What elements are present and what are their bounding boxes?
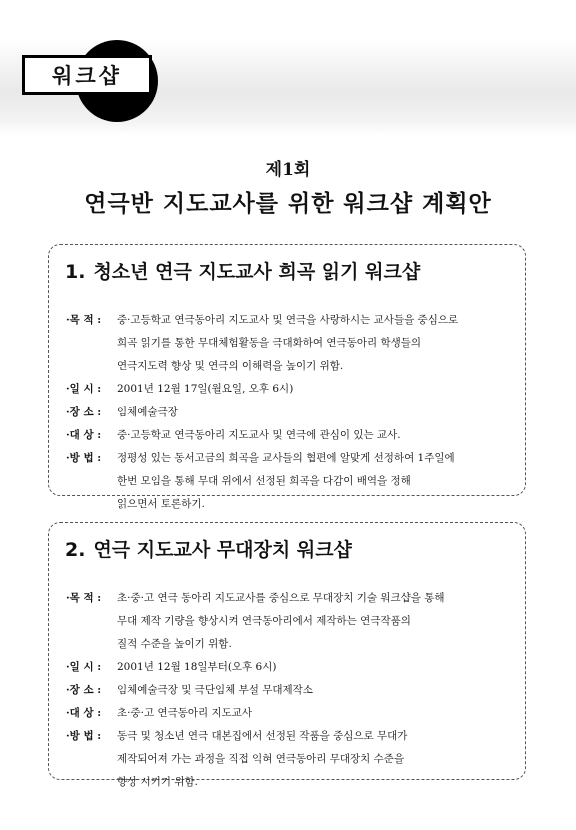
item-text: 연극지도력 향상 및 연극의 이해력을 높이기 위함.	[117, 360, 344, 372]
item-place	[66, 401, 521, 424]
item-label: ·목 적 :	[66, 592, 102, 604]
header-tag: 워크샵	[52, 64, 122, 88]
section-heading	[65, 535, 352, 562]
item-text: 중·고등학교 연극동아리 지도교사 및 연극을 사랑하시는 교사들을 중심으로	[117, 314, 459, 326]
item-label: ·일 시 :	[66, 661, 102, 673]
item-label: ·장 소 :	[66, 684, 102, 696]
item-label: ·목 적 :	[66, 314, 102, 326]
item-text: 무대 제작 기량을 향상시켜 연극동아리에서 제작하는 연극작품의	[117, 615, 411, 627]
item-text: 2001년 12월 17일(월요일, 오후 6시)	[117, 383, 294, 395]
item-date	[66, 656, 521, 679]
item-label: ·대 상 :	[66, 707, 102, 719]
item-label: ·방 법 :	[66, 730, 102, 742]
item-label: ·일 시 :	[66, 383, 102, 395]
header-tag-box	[22, 55, 152, 95]
item-place	[66, 679, 521, 702]
item-label: ·장 소 :	[66, 406, 102, 418]
item-text: 읽으면서 토론하기.	[117, 498, 205, 510]
item-purpose	[66, 309, 521, 378]
section-number: 1.	[65, 261, 86, 283]
item-text: 초·중·고 연극 동아리 지도교사를 중심으로 무대장치 기술 워크샵을 통해	[117, 592, 445, 604]
item-text: 임체예술극장	[117, 406, 178, 418]
item-text: 동극 및 청소년 연극 대본집에서 선정된 작품을 중심으로 무대가	[117, 730, 408, 742]
section-number: 2.	[65, 539, 86, 561]
item-date	[66, 378, 521, 401]
item-method	[66, 725, 521, 794]
item-text: 제작되어져 가는 과정을 직접 익혀 연극동아리 무대장치 수준을	[117, 753, 405, 765]
item-label: ·대 상 :	[66, 429, 102, 441]
item-text: 향상 시키기 위함.	[117, 776, 199, 788]
item-text: 임체예술극장 및 극단임체 부설 무대제작소	[117, 684, 313, 696]
item-text: 중·고등학교 연극동아리 지도교사 및 연극에 관심이 있는 교사.	[117, 429, 401, 441]
item-target	[66, 702, 521, 725]
page-subtitle: 제1회	[265, 160, 311, 180]
item-text: 한번 모임을 통해 무대 위에서 선정된 희곡을 다감이 배역을 정해	[117, 475, 411, 487]
item-method	[66, 447, 521, 516]
item-text: 질적 수준을 높이기 위함.	[117, 638, 232, 650]
section-title: 연극 지도교사 무대장치 워크샵	[93, 539, 352, 561]
page-title: 연극반 지도교사를 위한 워크샵 계획안	[84, 191, 492, 217]
section-heading	[65, 257, 420, 284]
item-text: 정평성 있는 동서고금의 희곡을 교사들의 협편에 알맞게 선정하여 1주일에	[117, 452, 455, 464]
item-target	[66, 424, 521, 447]
item-purpose	[66, 587, 521, 656]
item-label: ·방 법 :	[66, 452, 102, 464]
item-text: 희곡 읽기를 통한 무대체험활동을 극대화하여 연극동아리 학생들의	[117, 337, 422, 349]
section-stage-workshop	[48, 522, 526, 788]
section-reading-workshop	[48, 244, 526, 510]
item-text: 초·중·고 연극동아리 지도교사	[117, 707, 253, 719]
section-title: 청소년 연극 지도교사 희곡 읽기 워크샵	[93, 261, 421, 283]
item-text: 2001년 12월 18일부터(오후 6시)	[117, 661, 277, 673]
